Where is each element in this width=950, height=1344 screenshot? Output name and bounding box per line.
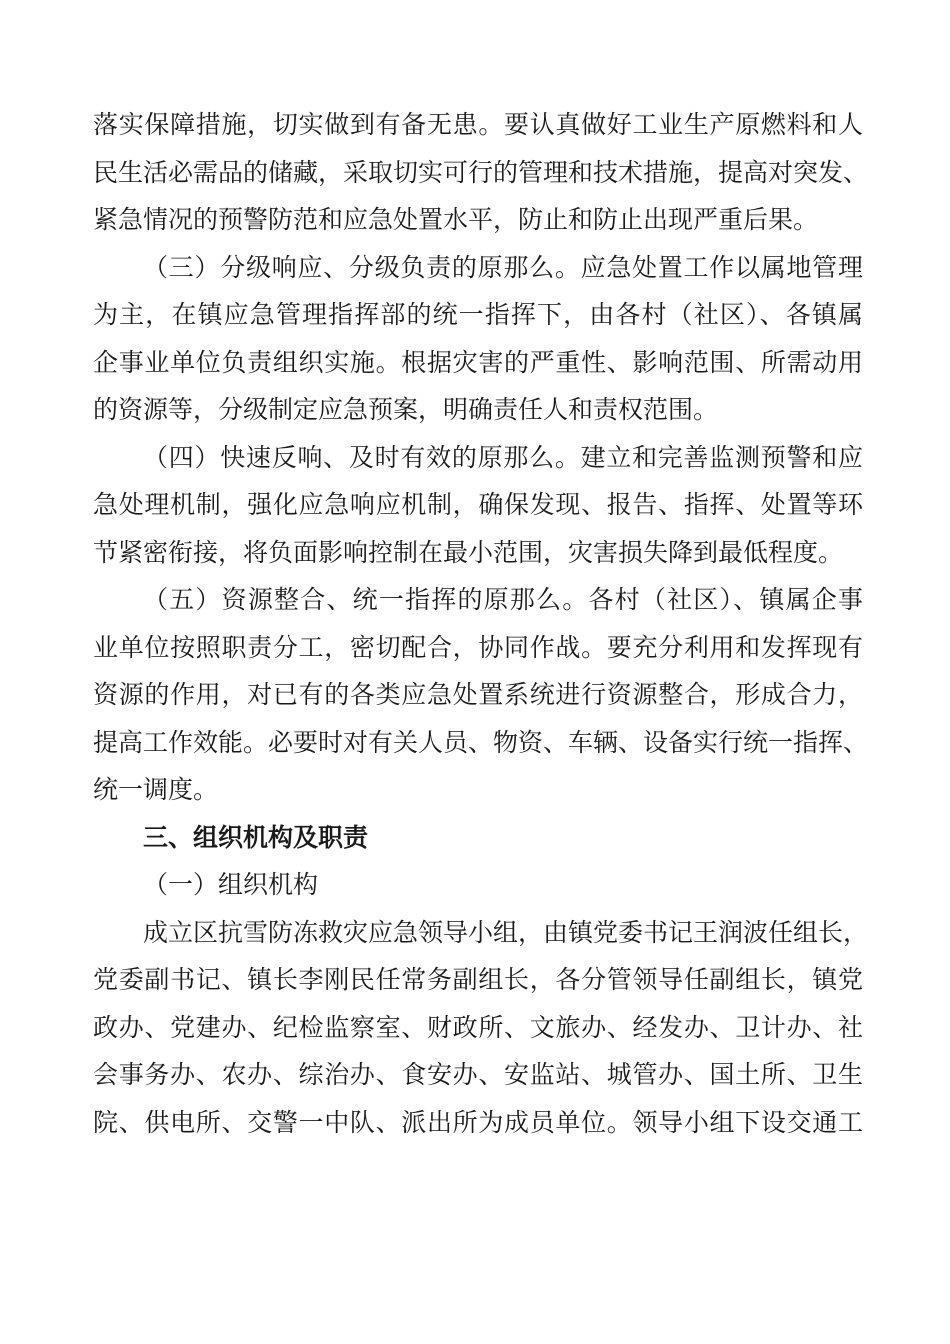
- text-line: 提高工作效能。必要时对有关人员、物资、车辆、设备实行统一指挥、: [93, 727, 869, 757]
- section-heading: 三、组织机构及职责: [143, 822, 369, 852]
- subsection-heading: （一）组织机构: [143, 870, 319, 899]
- text-line: 落实保障措施，切实做到有备无患。要认真做好工业生产原燃料和人: [93, 110, 863, 139]
- text-line: 的资源等，分级制定应急预案，明确责任人和责权范围。: [93, 395, 719, 424]
- text-line: 资源的作用，对已有的各类应急处置系统进行资源整合，形成合力，: [93, 680, 863, 709]
- paragraph-continuation: [93, 101, 869, 244]
- document-body: [93, 101, 869, 1146]
- text-line: 企事业单位负责组织实施。根据灾害的严重性、影响范围、所需动用: [93, 347, 863, 377]
- paragraph-principle-5: [93, 576, 869, 814]
- text-line: 为主，在镇应急管理指挥部的统一指挥下，由各村（社区）、各镇属: [93, 300, 863, 329]
- text-line: 民生活必需品的储藏，采取切实可行的管理和技术措施，提高对突发、: [93, 157, 869, 187]
- text-line: 统一调度。: [93, 775, 219, 804]
- text-line: （五）资源整合、统一指挥的原那么。各村（社区）、镇属企事: [143, 585, 863, 614]
- paragraph-organization: [93, 909, 869, 1147]
- text-line: （三）分级响应、分级负责的原那么。应急处置工作以属地管理: [143, 252, 863, 282]
- text-line: 党委副书记、镇长李刚民任常务副组长，各分管领导任副组长，镇党: [93, 965, 863, 994]
- text-line: （四）快速反响、及时有效的原那么。建立和完善监测预警和应: [143, 442, 863, 472]
- text-line: 业单位按照职责分工，密切配合，协同作战。要充分利用和发挥现有: [93, 632, 863, 662]
- text-line: 节紧密衔接，将负面影响控制在最小范围，灾害损失降到最低程度。: [93, 537, 844, 567]
- text-line: 会事务办、农办、综治办、食安办、安监站、城管办、国土所、卫生: [93, 1060, 863, 1089]
- paragraph-principle-4: [93, 434, 863, 577]
- text-line: 政办、党建办、纪检监察室、财政所、文旅办、经发办、卫计办、社: [93, 1012, 863, 1042]
- paragraph-principle-3: [93, 244, 863, 434]
- text-line: 急处理机制，强化应急响应机制，确保发现、报告、指挥、处置等环: [93, 490, 863, 519]
- text-line: 紧急情况的预警防范和应急处置水平，防止和防止出现严重后果。: [93, 205, 819, 234]
- text-line: 成立区抗雪防冻救灾应急领导小组，由镇党委书记王润波任组长，: [143, 917, 869, 947]
- text-line: 院、供电所、交警一中队、派出所为成员单位。领导小组下设交通工: [93, 1107, 863, 1137]
